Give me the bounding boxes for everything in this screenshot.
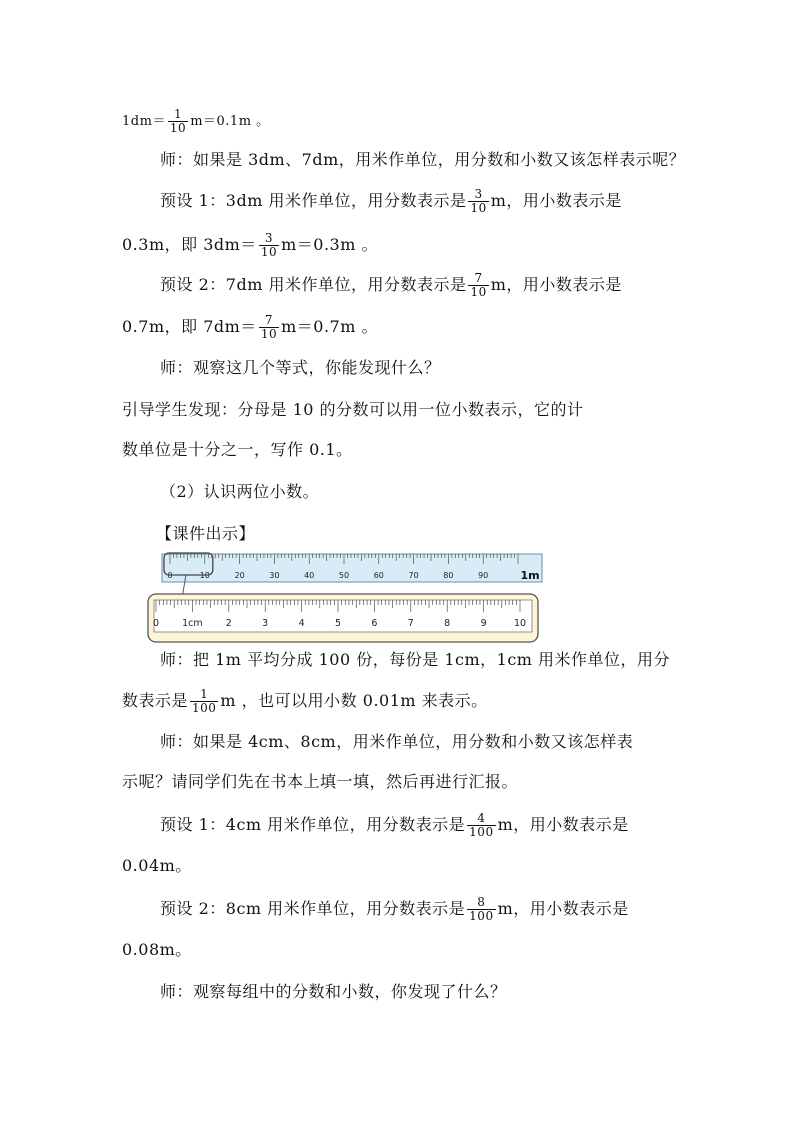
teacher-question-3-cont: 示呢？请同学们先在书本上填一填，然后再进行汇报。	[122, 772, 519, 791]
ruler-label: 0	[167, 571, 173, 580]
preset-2-7dm: 预设 2：7dm 用米作单位，用分数表示是 $\frac{7}{10}$ m，用小数表示是	[160, 271, 622, 299]
zoom-label: 9	[480, 618, 487, 629]
preset-2-7dm-cont: 0.7m，即 7dm＝ $\frac{7}{10}$ m＝0.7m 。	[122, 313, 378, 341]
ruler-label: 10	[199, 571, 210, 580]
ruler-label: 60	[373, 571, 384, 580]
zoom-label: 1cm	[182, 618, 203, 629]
preset-1-3dm-cont: 0.3m，即 3dm＝ $\frac{3}{10}$ m＝0.3m 。	[122, 231, 378, 259]
ruler-label: 30	[269, 571, 280, 580]
preset-2-8cm-cont: 0.08m。	[122, 940, 192, 959]
ruler-label: 90	[478, 571, 489, 580]
fraction: $\frac{8}{100}$	[469, 895, 494, 923]
preset-1-4cm-cont: 0.04m。	[122, 856, 192, 875]
fraction: $\frac{1}{100}$	[192, 687, 217, 715]
zoom-label: 8	[444, 618, 451, 629]
fraction: $\frac{4}{100}$	[469, 811, 494, 839]
meter-ruler	[162, 553, 542, 598]
guide-discovery-cont: 数单位是十分之一，写作 0.1。	[122, 440, 353, 459]
ruler-label: 80	[443, 571, 454, 580]
zoom-label: 0	[152, 618, 160, 629]
eq-1dm	[122, 108, 270, 135]
ruler-figure	[152, 552, 545, 644]
zoom-label: 3	[262, 618, 269, 629]
ruler-svg	[152, 552, 545, 644]
teacher-question-4: 师：观察每组中的分数和小数，你发现了什么？	[160, 982, 507, 1001]
ruler-label: 70	[408, 571, 419, 580]
teacher-question-2: 师：观察这几个等式，你能发现什么？	[160, 358, 441, 377]
ruler-label: 40	[304, 571, 315, 580]
fraction: $\frac{7}{10}$	[260, 313, 278, 341]
section-heading: （2）认识两位小数。	[160, 482, 320, 501]
teacher-question-3: 师：如果是 4cm、8cm，用米作单位，用分数和小数又该怎样表	[160, 732, 634, 751]
guide-discovery: 引导学生发现：分母是 10 的分数可以用一位小数表示，它的计	[122, 400, 584, 419]
teacher-question-1: 师：如果是 3dm、7dm，用米作单位，用分数和小数又该怎样表示呢？	[160, 150, 686, 169]
preset-1-3dm: 预设 1：3dm 用米作单位，用分数表示是 $\frac{3}{10}$ m，用小数表示是	[160, 187, 622, 215]
zoom-label: 7	[407, 618, 414, 629]
ruler-end-label: 1m	[520, 569, 540, 582]
fraction: $\frac{3}{10}$	[470, 187, 487, 215]
zoom-ruler	[148, 594, 538, 642]
teacher-explain-cm-cont: 数表示是 $\frac{1}{100}$ m ，也可以用小数 0.01m 来表示。	[122, 687, 488, 715]
fraction: $\frac{3}{10}$	[260, 231, 278, 259]
zoom-label: 10	[513, 618, 527, 629]
ruler-label: 50	[338, 571, 350, 580]
zoom-label: 4	[298, 618, 305, 629]
preset-2-8cm: 预设 2：8cm 用米作单位，用分数表示是 $\frac{8}{100}$ m，用小数表示是	[160, 895, 629, 923]
ruler-label: 20	[234, 571, 245, 580]
courseware-label: 【课件出示】	[156, 524, 256, 543]
eq-1dm-right: m＝0.1m 。	[190, 114, 270, 129]
preset-1-4cm: 预设 1：4cm 用米作单位，用分数表示是 $\frac{4}{100}$ m，用小数表示是	[160, 811, 629, 839]
teacher-explain-cm: 师：把 1m 平均分成 100 份，每份是 1cm，1cm 用米作单位，用分	[160, 650, 671, 669]
zoom-label: 2	[225, 618, 232, 629]
zoom-label: 6	[371, 618, 378, 629]
zoom-label: 5	[334, 618, 342, 629]
eq-1dm-left: 1dm＝	[122, 114, 166, 129]
fraction: $\frac{7}{10}$	[470, 271, 487, 299]
fraction: $\frac{1}{10}$	[169, 107, 187, 135]
